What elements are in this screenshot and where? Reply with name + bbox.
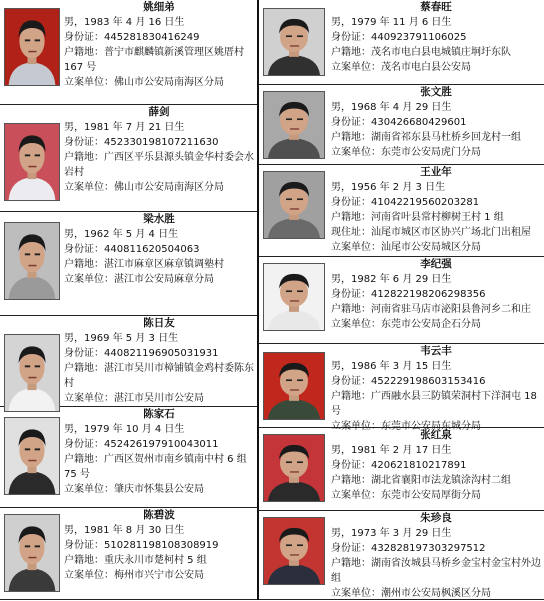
suspect-photo xyxy=(263,263,325,331)
face-photo-image xyxy=(5,418,59,494)
suspect-info xyxy=(331,257,541,332)
suspect-photo xyxy=(263,434,325,502)
suspect-detail-line: 男，1982 年 6 月 29 日生 xyxy=(331,274,452,285)
suspect-detail-line: 户籍地：湛江市吴川市樟铺镇金鸡村委陈东村 xyxy=(64,363,254,389)
suspect-info xyxy=(64,316,254,406)
suspect-info xyxy=(331,0,541,75)
suspect-detail-line: 立案单位：肇庆市怀集县公安局 xyxy=(64,484,204,495)
suspect-photo xyxy=(263,352,325,420)
suspect-info xyxy=(64,0,254,90)
suspect-detail-line: 立案单位：茂名市电白县公安局 xyxy=(331,62,471,73)
suspect-name: 朱珍良 xyxy=(420,512,452,524)
face-photo-image xyxy=(5,124,59,200)
face-photo-image xyxy=(5,515,59,591)
face-photo-image xyxy=(264,518,324,584)
suspect-detail-line: 户籍地：河南省叶县常村柳树王村 1 组 xyxy=(331,212,504,223)
suspect-entry xyxy=(259,165,544,257)
suspect-detail-line: 身份证：445281830416249 xyxy=(64,32,200,43)
suspect-detail-line: 身份证：41042219560203281 xyxy=(331,197,480,208)
face-photo-image xyxy=(5,223,59,299)
suspect-entry xyxy=(259,428,544,511)
suspect-detail-line: 男，1968 年 4 月 29 日生 xyxy=(331,102,452,113)
suspect-photo xyxy=(263,517,325,585)
suspect-detail-line: 立案单位：东莞市公安局东城分局 xyxy=(331,421,481,432)
suspect-detail-line: 身份证：440923791106025 xyxy=(331,32,467,43)
suspect-detail-line: 立案单位：佛山市公安局南海区分局 xyxy=(64,182,224,193)
suspect-photo xyxy=(263,171,325,239)
suspect-info xyxy=(331,85,541,160)
suspect-entry xyxy=(0,105,257,212)
suspect-detail-line: 户籍地：普宁市麒麟镇新溪管理区姚厝村 167 号 xyxy=(64,47,244,73)
suspect-detail-line: 身份证：452229198603153416 xyxy=(331,376,486,387)
suspect-detail-line: 户籍地：湛江市麻章区麻章镇调塾村 xyxy=(64,259,224,270)
suspect-info xyxy=(64,508,254,583)
suspect-info xyxy=(331,511,541,601)
suspect-detail-line: 户籍地：重庆永川市楚柯村 5 组 xyxy=(64,555,207,566)
suspect-detail-line: 户籍地：茂名市电白县电城镇庄坰圩东队 xyxy=(331,47,511,58)
face-photo-image xyxy=(5,9,59,85)
suspect-detail-line: 男，1981 年 7 月 21 日生 xyxy=(64,122,185,133)
suspect-detail-line: 立案单位：梅州市兴宁市公安局 xyxy=(64,570,204,581)
suspect-detail-line: 户籍地：广西区平乐县源头镇金华村委会水岩村 xyxy=(64,152,254,178)
face-photo-image xyxy=(264,353,324,419)
suspect-detail-line: 男，1981 年 2 月 17 日生 xyxy=(331,445,452,456)
suspect-info xyxy=(331,165,541,255)
suspect-name: 陈家石 xyxy=(143,408,175,420)
suspect-info xyxy=(64,407,254,497)
suspect-detail-line: 身份证：430426680429601 xyxy=(331,117,467,128)
suspect-detail-line: 男，1956 年 2 月 3 日生 xyxy=(331,182,446,193)
suspect-detail-line: 立案单位：湛江市吴川市公安局 xyxy=(64,393,204,404)
suspect-entry xyxy=(259,85,544,165)
suspect-photo xyxy=(263,91,325,159)
suspect-name: 李纪强 xyxy=(420,258,452,270)
suspect-detail-line: 身份证：510281198108308919 xyxy=(64,540,219,551)
suspect-entry xyxy=(259,511,544,600)
suspect-name: 陈碧波 xyxy=(143,509,175,521)
face-photo-image xyxy=(5,335,59,411)
suspect-detail-line: 立案单位：潮州市公安局枫溪区分局 xyxy=(331,588,491,599)
face-photo-image xyxy=(264,172,324,238)
suspect-detail-line: 立案单位：东莞市公安局企石分局 xyxy=(331,319,481,330)
suspect-entry xyxy=(259,0,544,85)
suspect-name: 蔡春旺 xyxy=(420,1,452,13)
suspect-detail-line: 立案单位：汕尾市公安局城区分局 xyxy=(331,242,481,253)
suspect-name: 张红泉 xyxy=(420,429,452,441)
suspect-detail-line: 身份证：440821196905031931 xyxy=(64,348,219,359)
suspect-info xyxy=(331,428,541,503)
suspect-entry xyxy=(0,316,257,407)
suspect-detail-line: 身份证：420621810217891 xyxy=(331,460,467,471)
face-photo-image xyxy=(264,92,324,158)
face-photo-image xyxy=(264,435,324,501)
suspect-photo xyxy=(263,8,325,76)
suspect-name: 陈日友 xyxy=(143,317,175,329)
suspect-name: 梁水胜 xyxy=(143,213,175,225)
suspect-detail-line: 男，1983 年 4 月 16 日生 xyxy=(64,17,185,28)
suspect-photo xyxy=(4,417,60,495)
suspect-detail-line: 户籍地：湖北省襄阳市法龙镇涂沟村二组 xyxy=(331,475,511,486)
suspect-info xyxy=(64,212,254,287)
suspect-detail-line: 男，1973 年 3 月 29 日生 xyxy=(331,528,452,539)
suspect-detail-line: 户籍地：广西融水县三防镇荣洞村下洋洞屯 18 号 xyxy=(331,391,537,417)
suspect-detail-line: 身份证：432828197303297512 xyxy=(331,543,486,554)
suspect-entry xyxy=(0,508,257,600)
suspect-entry xyxy=(0,212,257,316)
suspect-detail-line: 男，1986 年 3 月 15 日生 xyxy=(331,361,452,372)
suspect-name: 姚细弟 xyxy=(143,1,175,13)
suspect-detail-line: 身份证：452330198107211630 xyxy=(64,137,219,148)
suspect-detail-line: 身份证：412822198206298356 xyxy=(331,289,486,300)
suspect-name: 韦云丰 xyxy=(420,345,452,357)
suspect-detail-line: 现住址：汕尾市城区市区协兴广场北门出租屋 xyxy=(331,227,531,238)
suspect-info xyxy=(64,105,254,195)
suspect-entry xyxy=(259,344,544,432)
suspect-detail-line: 男，1969 年 5 月 3 日生 xyxy=(64,333,179,344)
suspect-detail-line: 户籍地：河南省驻马店市泌阳县鲁河乡二和庄 xyxy=(331,304,531,315)
suspect-photo xyxy=(4,334,60,412)
suspect-detail-line: 立案单位：东莞市公安局厚街分局 xyxy=(331,490,481,501)
suspect-photo xyxy=(4,8,60,86)
suspect-detail-line: 户籍地：广西区贺州市南乡镇南中村 6 组 75 号 xyxy=(64,454,247,480)
suspect-entry xyxy=(0,0,257,105)
suspect-detail-line: 立案单位：东莞市公安局虎门分局 xyxy=(331,147,481,158)
suspect-detail-line: 户籍地：湖南省汝城县马桥乡金宝村金宝村外边组 xyxy=(331,558,541,584)
suspect-detail-line: 男，1962 年 5 月 4 日生 xyxy=(64,229,179,240)
suspect-detail-line: 男，1979 年 10 月 4 日生 xyxy=(64,424,185,435)
suspect-photo xyxy=(4,222,60,300)
suspect-detail-line: 户籍地：湖南省祁东县马杜桥乡回龙村一组 xyxy=(331,132,521,143)
suspect-detail-line: 立案单位：佛山市公安局南海区分局 xyxy=(64,77,224,88)
suspect-name: 王业年 xyxy=(420,166,452,178)
suspect-photo xyxy=(4,123,60,201)
suspect-info xyxy=(331,344,541,434)
suspect-entry xyxy=(0,407,257,508)
face-photo-image xyxy=(264,9,324,75)
suspect-entry xyxy=(259,257,544,344)
face-photo-image xyxy=(264,264,324,330)
suspect-name: 薛剑 xyxy=(148,106,170,118)
suspect-detail-line: 立案单位：湛江市公安局麻章分局 xyxy=(64,274,214,285)
suspect-detail-line: 身份证：440811620504063 xyxy=(64,244,200,255)
suspect-detail-line: 男，1979 年 11 月 6 日生 xyxy=(331,17,452,28)
suspect-name: 张文胜 xyxy=(420,86,452,98)
suspect-photo xyxy=(4,514,60,592)
suspect-detail-line: 身份证：452426197910043011 xyxy=(64,439,219,450)
suspect-detail-line: 男，1981 年 8 月 30 日生 xyxy=(64,525,185,536)
